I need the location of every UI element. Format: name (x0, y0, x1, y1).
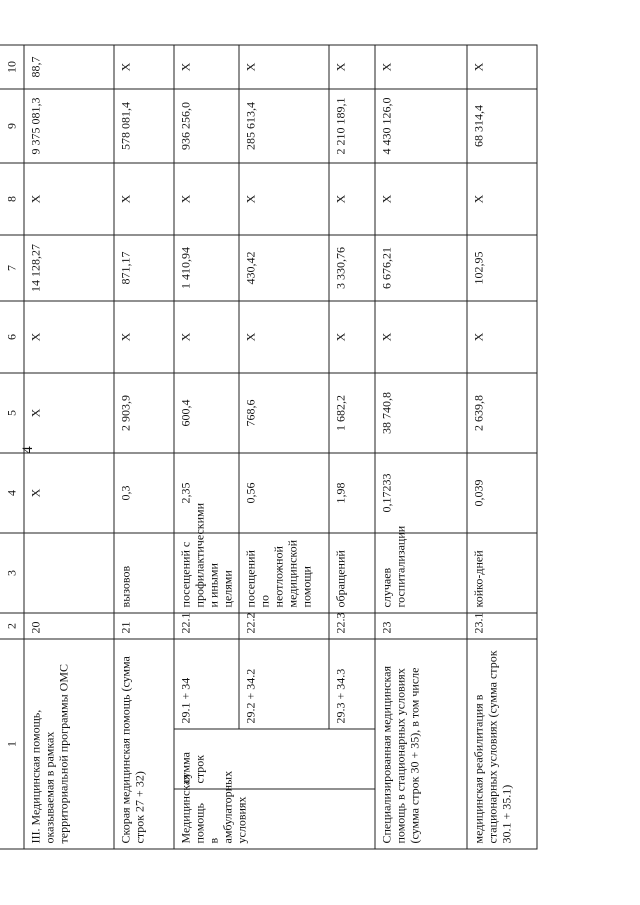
value-cell: 1 682,2 (329, 372, 375, 452)
table-row (375, 44, 467, 848)
value-cell: 4 430 126,0 (375, 88, 467, 162)
value-cell: 2 639,8 (467, 372, 537, 452)
value-cell: X (114, 300, 174, 372)
value-cell: X (467, 44, 537, 88)
header-row (0, 44, 24, 848)
value-cell: 0,039 (467, 452, 537, 532)
value-cell: 578 081,4 (114, 88, 174, 162)
value-cell: 88,7 (24, 44, 114, 88)
value-cell: 38 740,8 (375, 372, 467, 452)
value-cell: 0,17233 (375, 452, 467, 532)
table-row (239, 44, 329, 848)
line-number: 23.1 (467, 612, 537, 638)
line-number: 23 (375, 612, 467, 638)
unit-cell: случаев госпитализации (375, 532, 467, 612)
line-number: 22.3 (329, 612, 375, 638)
value-cell: 68 314,4 (467, 88, 537, 162)
value-cell: 285 613,4 (239, 88, 329, 162)
sum-formula: 29.3 + 34.3 (329, 638, 375, 728)
value-cell: X (375, 162, 467, 234)
value-cell: X (329, 44, 375, 88)
header-cell: 5 (0, 372, 24, 452)
ambulatory-sum-label: сумма строк (174, 729, 375, 789)
table-row (329, 44, 375, 848)
value-cell: X (114, 162, 174, 234)
row-label: медицинская реабилитация в стационарных условиях (сумма строк 30.1 + 35.1) (467, 638, 537, 848)
value-cell: X (24, 452, 114, 532)
value-cell: X (467, 300, 537, 372)
value-cell: 768,6 (239, 372, 329, 452)
value-cell: 430,42 (239, 234, 329, 300)
header-cell: 6 (0, 300, 24, 372)
value-cell: 0,3 (114, 452, 174, 532)
header-cell: 8 (0, 162, 24, 234)
header-cell: 1 (0, 638, 24, 848)
line-number: 22.1 (174, 612, 239, 638)
ambulatory-group-label: Медицинская помощь в амбулаторных условиях (174, 789, 375, 849)
financing-table (0, 44, 537, 849)
header-cell: 10 (0, 44, 24, 88)
header-cell: 2 (0, 612, 24, 638)
value-cell: X (239, 44, 329, 88)
table-row (467, 44, 537, 848)
value-cell: 2,35 (174, 452, 239, 532)
value-cell: 9 375 081,3 (24, 88, 114, 162)
sum-formula: 29.1 + 34 (174, 638, 239, 728)
value-cell: 871,17 (114, 234, 174, 300)
value-cell: X (239, 162, 329, 234)
table-row (114, 44, 174, 848)
value-cell: 2 210 189,1 (329, 88, 375, 162)
value-cell: 3 330,76 (329, 234, 375, 300)
line-number: 21 (114, 612, 174, 638)
header-cell: 7 (0, 234, 24, 300)
value-cell: X (329, 300, 375, 372)
value-cell: X (329, 162, 375, 234)
header-cell: 4 (0, 452, 24, 532)
unit-cell: обращений (329, 532, 375, 612)
value-cell: 2 903,9 (114, 372, 174, 452)
row-label: III. Медицинская помощь, оказываемая в рамках территориальной программы ОМС (24, 638, 114, 848)
value-cell: 0,56 (239, 452, 329, 532)
row-label: Специализированная медицинская помощь в стационарных условиях (сумма строк 30 + 35), в том числе (375, 638, 467, 848)
value-cell: 936 256,0 (174, 88, 239, 162)
value-cell: X (24, 162, 114, 234)
unit-cell: посещений по неотложной медицинской помощи (239, 532, 329, 612)
value-cell: 102,95 (467, 234, 537, 300)
value-cell: X (375, 300, 467, 372)
value-cell: 6 676,21 (375, 234, 467, 300)
line-number: 22.2 (239, 612, 329, 638)
value-cell: X (174, 162, 239, 234)
value-cell: 1 410,94 (174, 234, 239, 300)
value-cell: X (467, 162, 537, 234)
value-cell: X (24, 300, 114, 372)
sum-formula: 29.2 + 34.2 (239, 638, 329, 728)
value-cell: X (114, 44, 174, 88)
value-cell: 1,98 (329, 452, 375, 532)
value-cell: X (174, 300, 239, 372)
value-cell: X (375, 44, 467, 88)
value-cell: 14 128,27 (24, 234, 114, 300)
unit-cell (24, 532, 114, 612)
unit-cell: посещений с профилактическими и иными целями (174, 532, 239, 612)
rotated-table-wrapper (0, 55, 522, 849)
value-cell: X (174, 44, 239, 88)
line-number: 20 (24, 612, 114, 638)
row-label: Скорая медицинская помощь (сумма строк 27 + 32) (114, 638, 174, 848)
value-cell: 600,4 (174, 372, 239, 452)
table-row (174, 44, 239, 848)
header-cell: 9 (0, 88, 24, 162)
header-cell: 3 (0, 532, 24, 612)
page-number: 4 (20, 446, 36, 454)
value-cell: X (24, 372, 114, 452)
unit-cell: вызовов (114, 532, 174, 612)
table-row (24, 44, 114, 848)
value-cell: X (239, 300, 329, 372)
unit-cell: койко-дней (467, 532, 537, 612)
